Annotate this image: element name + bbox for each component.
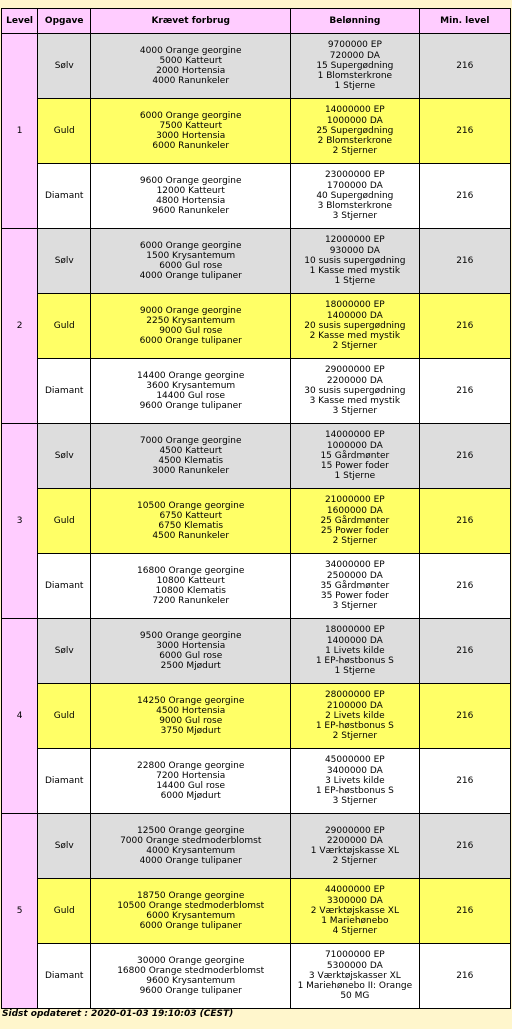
reward-item: 35 Power foder	[320, 591, 389, 602]
task-type-cell: Sølv	[38, 229, 90, 293]
min-level-cell: 216	[420, 684, 510, 748]
reward-cell	[291, 99, 419, 163]
required-item: 18750 Orange georgine	[137, 890, 245, 901]
min-level-cell: 216	[420, 944, 510, 1008]
min-level-cell: 216	[420, 814, 510, 878]
reward-item: 1400000 DA	[326, 635, 383, 646]
header-level: Level	[2, 9, 37, 33]
required-item: 6000 Gul rose	[159, 651, 223, 661]
level-cell: 5	[2, 814, 37, 1008]
required-consumption-cell	[91, 359, 290, 423]
reward-item: 2 Værktøjskasse XL	[310, 905, 399, 916]
reward-item: 1000000 DA	[326, 440, 383, 451]
required-consumption-cell	[91, 684, 290, 748]
task-type-cell: Sølv	[38, 34, 90, 98]
reward-item: 3 Kasse med mystik	[309, 396, 401, 407]
reward-item: 1 Blomsterkrone	[317, 71, 393, 82]
task-type-cell: Guld	[38, 684, 90, 748]
required-consumption-cell	[91, 229, 290, 293]
required-item: 4500 Ranunkeler	[152, 531, 230, 542]
required-item: 6000 Orange georgine	[139, 110, 242, 121]
reward-item: 1600000 DA	[326, 505, 383, 516]
table-row	[2, 489, 510, 553]
required-item: 7200 Hortensia	[156, 770, 226, 781]
required-item: 9600 Ranunkeler	[152, 206, 230, 217]
reward-cell	[291, 554, 419, 618]
required-item: 12000 Katteurt	[156, 185, 225, 196]
reward-item: 1 Kasse med mystik	[309, 266, 401, 277]
table-row	[2, 99, 510, 163]
header-opgave: Opgave	[38, 9, 90, 33]
reward-item: 3300000 DA	[326, 895, 383, 906]
reward-item: 3400000 DA	[326, 765, 383, 776]
reward-item: 44000000 EP	[324, 885, 385, 896]
reward-item: 34000000 EP	[324, 560, 385, 571]
quest-table-body	[2, 34, 510, 1008]
required-item: 4000 Krysantemum	[146, 846, 236, 856]
min-level-cell: 216	[420, 749, 510, 813]
level-cell: 4	[2, 619, 37, 813]
reward-item: 1 Mariehønebo II: Orange	[297, 981, 413, 992]
required-consumption-cell	[91, 619, 290, 683]
reward-item: 18000000 EP	[324, 300, 385, 311]
level-cell: 1	[2, 34, 37, 228]
required-item: 10800 Katteurt	[156, 575, 225, 586]
required-item: 10800 Klematis	[155, 586, 226, 596]
required-item: 4000 Ranunkeler	[152, 76, 230, 87]
reward-cell	[291, 879, 419, 943]
required-consumption-cell	[91, 879, 290, 943]
reward-item: 720000 DA	[329, 50, 380, 61]
reward-item: 25 Supergødning	[316, 125, 394, 136]
min-level-cell: 216	[420, 424, 510, 488]
required-item: 6000 Gul rose	[159, 261, 223, 271]
required-item: 6750 Katteurt	[159, 510, 222, 521]
task-type-cell: Guld	[38, 879, 90, 943]
reward-item: 12000000 EP	[324, 235, 385, 246]
table-row	[2, 424, 510, 488]
required-item: 30000 Orange georgine	[137, 955, 245, 966]
reward-item: 3 Stjerner	[332, 211, 378, 222]
table-row	[2, 814, 510, 878]
min-level-cell: 216	[420, 879, 510, 943]
task-type-cell: Diamant	[38, 944, 90, 1008]
level-cell: 2	[2, 229, 37, 423]
reward-item: 1400000 DA	[326, 310, 383, 321]
reward-item: 2 Livets kilde	[325, 710, 385, 721]
reward-cell	[291, 34, 419, 98]
reward-item: 1 EP-høstbonus S	[315, 786, 394, 797]
table-row	[2, 619, 510, 683]
table-row	[2, 294, 510, 358]
required-item: 3000 Ranunkeler	[152, 466, 230, 477]
required-item: 9000 Orange georgine	[139, 305, 242, 316]
required-item: 6000 Krysantemum	[146, 911, 236, 921]
task-type-cell: Sølv	[38, 619, 90, 683]
required-item: 1500 Krysantemum	[146, 250, 236, 261]
last-updated-footer: Sidst opdateret : 2020-01-03 19:10:03 (CEST)	[2, 1009, 234, 1019]
required-consumption-cell	[91, 34, 290, 98]
table-row	[2, 164, 510, 228]
reward-item: 20 susis supergødning	[304, 320, 406, 331]
table-row	[2, 879, 510, 943]
table-row	[2, 684, 510, 748]
required-item: 12500 Orange georgine	[137, 825, 245, 836]
reward-item: 28000000 EP	[324, 690, 385, 701]
required-item: 6000 Orange tulipaner	[139, 921, 242, 932]
reward-item: 18000000 EP	[324, 625, 385, 636]
level-cell: 3	[2, 424, 37, 618]
task-type-cell: Diamant	[38, 554, 90, 618]
table-row	[2, 34, 510, 98]
required-item: 9000 Gul rose	[159, 326, 223, 336]
required-item: 9000 Gul rose	[159, 716, 223, 726]
reward-item: 45000000 EP	[324, 755, 385, 766]
min-level-cell: 216	[420, 294, 510, 358]
reward-item: 50 MG	[340, 991, 370, 1002]
header-min-level: Min. level	[420, 9, 510, 33]
reward-item: 15 Power foder	[320, 461, 389, 472]
required-consumption-cell	[91, 424, 290, 488]
required-consumption-cell	[91, 294, 290, 358]
reward-item: 35 Gårdmønter	[320, 580, 390, 591]
required-consumption-cell	[91, 164, 290, 228]
required-item: 3600 Krysantemum	[146, 380, 236, 391]
required-item: 6000 Orange tulipaner	[139, 336, 242, 347]
reward-item: 1 Stjerne	[334, 471, 376, 482]
reward-item: 2 Stjerner	[332, 536, 378, 547]
reward-item: 9700000 EP	[327, 40, 382, 51]
reward-item: 3 Livets kilde	[325, 775, 385, 786]
reward-item: 15 Gårdmønter	[320, 450, 390, 461]
required-consumption-cell	[91, 554, 290, 618]
required-consumption-cell	[91, 749, 290, 813]
header-belonning: Belønning	[291, 9, 419, 33]
reward-item: 29000000 EP	[324, 825, 385, 836]
required-item: 7500 Katteurt	[159, 120, 222, 131]
reward-item: 2200000 DA	[326, 835, 383, 846]
reward-item: 1 Stjerne	[334, 276, 376, 287]
required-item: 14400 Gul rose	[156, 391, 226, 401]
required-item: 14400 Orange georgine	[137, 370, 245, 381]
reward-item: 1 Værktøjskasse XL	[310, 846, 399, 856]
reward-cell	[291, 489, 419, 553]
required-item: 4500 Klematis	[158, 456, 224, 466]
min-level-cell: 216	[420, 229, 510, 293]
quest-table	[1, 8, 511, 1009]
table-row	[2, 944, 510, 1008]
task-type-cell: Sølv	[38, 814, 90, 878]
reward-item: 3 Blomsterkrone	[317, 201, 393, 212]
required-item: 2250 Krysantemum	[146, 315, 236, 326]
reward-item: 2 Stjerner	[332, 731, 378, 742]
required-item: 7000 Orange georgine	[139, 435, 242, 446]
reward-item: 1 Mariehønebo	[321, 916, 389, 927]
task-type-cell: Diamant	[38, 359, 90, 423]
reward-item: 1 EP-høstbonus S	[315, 656, 394, 667]
required-item: 6000 Ranunkeler	[152, 141, 230, 152]
reward-item: 1 Stjerne	[334, 81, 376, 92]
reward-item: 1 Livets kilde	[325, 645, 385, 656]
table-row	[2, 554, 510, 618]
min-level-cell: 216	[420, 489, 510, 553]
min-level-cell: 216	[420, 34, 510, 98]
table-row	[2, 229, 510, 293]
required-consumption-cell	[91, 99, 290, 163]
required-item: 22800 Orange georgine	[137, 760, 245, 771]
required-item: 9600 Orange georgine	[139, 175, 242, 186]
reward-item: 25 Gårdmønter	[320, 515, 390, 526]
required-item: 3000 Hortensia	[156, 640, 226, 651]
reward-item: 1 EP-høstbonus S	[315, 721, 394, 732]
required-item: 4800 Hortensia	[156, 196, 226, 206]
required-item: 3750 Mjødurt	[160, 726, 221, 737]
reward-item: 2500000 DA	[326, 570, 383, 581]
required-item: 10500 Orange georgine	[137, 500, 245, 511]
min-level-cell: 216	[420, 554, 510, 618]
reward-item: 29000000 EP	[324, 365, 385, 376]
required-item: 5000 Katteurt	[159, 55, 222, 66]
header-row	[2, 9, 510, 33]
required-item: 2000 Hortensia	[156, 66, 226, 76]
required-item: 6750 Klematis	[158, 521, 224, 531]
required-item: 4500 Hortensia	[156, 705, 226, 716]
reward-item: 2 Blomsterkrone	[317, 136, 393, 147]
reward-item: 30 susis supergødning	[304, 385, 406, 396]
task-type-cell: Sølv	[38, 424, 90, 488]
reward-cell	[291, 814, 419, 878]
required-item: 9600 Orange tulipaner	[139, 986, 242, 997]
required-item: 14250 Orange georgine	[137, 695, 245, 706]
required-item: 9500 Orange georgine	[139, 630, 242, 641]
reward-item: 21000000 EP	[324, 495, 385, 506]
table-row	[2, 749, 510, 813]
reward-cell	[291, 229, 419, 293]
reward-cell	[291, 619, 419, 683]
required-item: 7200 Ranunkeler	[152, 596, 230, 607]
reward-cell	[291, 424, 419, 488]
required-item: 14400 Gul rose	[156, 781, 226, 791]
task-type-cell: Guld	[38, 489, 90, 553]
required-item: 4500 Katteurt	[159, 445, 222, 456]
reward-item: 15 Supergødning	[316, 60, 394, 71]
reward-item: 23000000 EP	[324, 170, 385, 181]
reward-item: 2200000 DA	[326, 375, 383, 386]
reward-item: 5300000 DA	[326, 960, 383, 971]
reward-item: 3 Værktøjskasser XL	[308, 970, 401, 981]
reward-item: 71000000 EP	[324, 950, 385, 961]
required-item: 10500 Orange stedmoderblomst	[117, 900, 265, 911]
required-item: 4000 Orange georgine	[139, 45, 242, 56]
reward-cell	[291, 359, 419, 423]
reward-item: 3 Stjerner	[332, 601, 378, 612]
task-type-cell: Guld	[38, 294, 90, 358]
reward-item: 40 Supergødning	[316, 190, 394, 201]
reward-item: 2 Stjerner	[332, 856, 378, 867]
reward-cell	[291, 749, 419, 813]
required-item: 6000 Mjødurt	[160, 791, 221, 802]
table-row	[2, 359, 510, 423]
reward-item: 2 Stjerner	[332, 341, 378, 352]
required-consumption-cell	[91, 944, 290, 1008]
reward-cell	[291, 164, 419, 228]
required-item: 7000 Orange stedmoderblomst	[120, 835, 262, 846]
required-consumption-cell	[91, 814, 290, 878]
task-type-cell: Guld	[38, 99, 90, 163]
reward-cell	[291, 684, 419, 748]
reward-item: 3 Stjerner	[332, 406, 378, 417]
required-item: 4000 Orange tulipaner	[139, 856, 242, 867]
reward-item: 10 susis supergødning	[304, 255, 406, 266]
reward-item: 930000 DA	[329, 245, 380, 256]
reward-item: 1 Stjerne	[334, 666, 376, 677]
header-kraevet-forbrug: Krævet forbrug	[91, 9, 290, 33]
reward-item: 14000000 EP	[324, 430, 385, 441]
reward-item: 1000000 DA	[326, 115, 383, 126]
min-level-cell: 216	[420, 359, 510, 423]
required-item: 2500 Mjødurt	[160, 661, 221, 672]
min-level-cell: 216	[420, 99, 510, 163]
reward-item: 14000000 EP	[324, 105, 385, 116]
task-type-cell: Diamant	[38, 749, 90, 813]
required-consumption-cell	[91, 489, 290, 553]
required-item: 4000 Orange tulipaner	[139, 271, 242, 282]
reward-cell	[291, 944, 419, 1008]
min-level-cell: 216	[420, 619, 510, 683]
required-item: 9600 Orange tulipaner	[139, 401, 242, 412]
required-item: 3000 Hortensia	[156, 131, 226, 141]
task-type-cell: Diamant	[38, 164, 90, 228]
reward-item: 4 Stjerner	[332, 926, 378, 937]
reward-item: 25 Power foder	[320, 526, 389, 537]
required-item: 6000 Orange georgine	[139, 240, 242, 251]
reward-item: 3 Stjerner	[332, 796, 378, 807]
required-item: 9600 Krysantemum	[146, 976, 236, 986]
required-item: 16800 Orange stedmoderblomst	[117, 965, 265, 976]
required-item: 16800 Orange georgine	[137, 565, 245, 576]
reward-item: 1700000 DA	[326, 180, 383, 191]
min-level-cell: 216	[420, 164, 510, 228]
reward-item: 2 Stjerner	[332, 146, 378, 157]
reward-item: 2100000 DA	[326, 700, 383, 711]
reward-item: 2 Kasse med mystik	[309, 331, 401, 342]
reward-cell	[291, 294, 419, 358]
